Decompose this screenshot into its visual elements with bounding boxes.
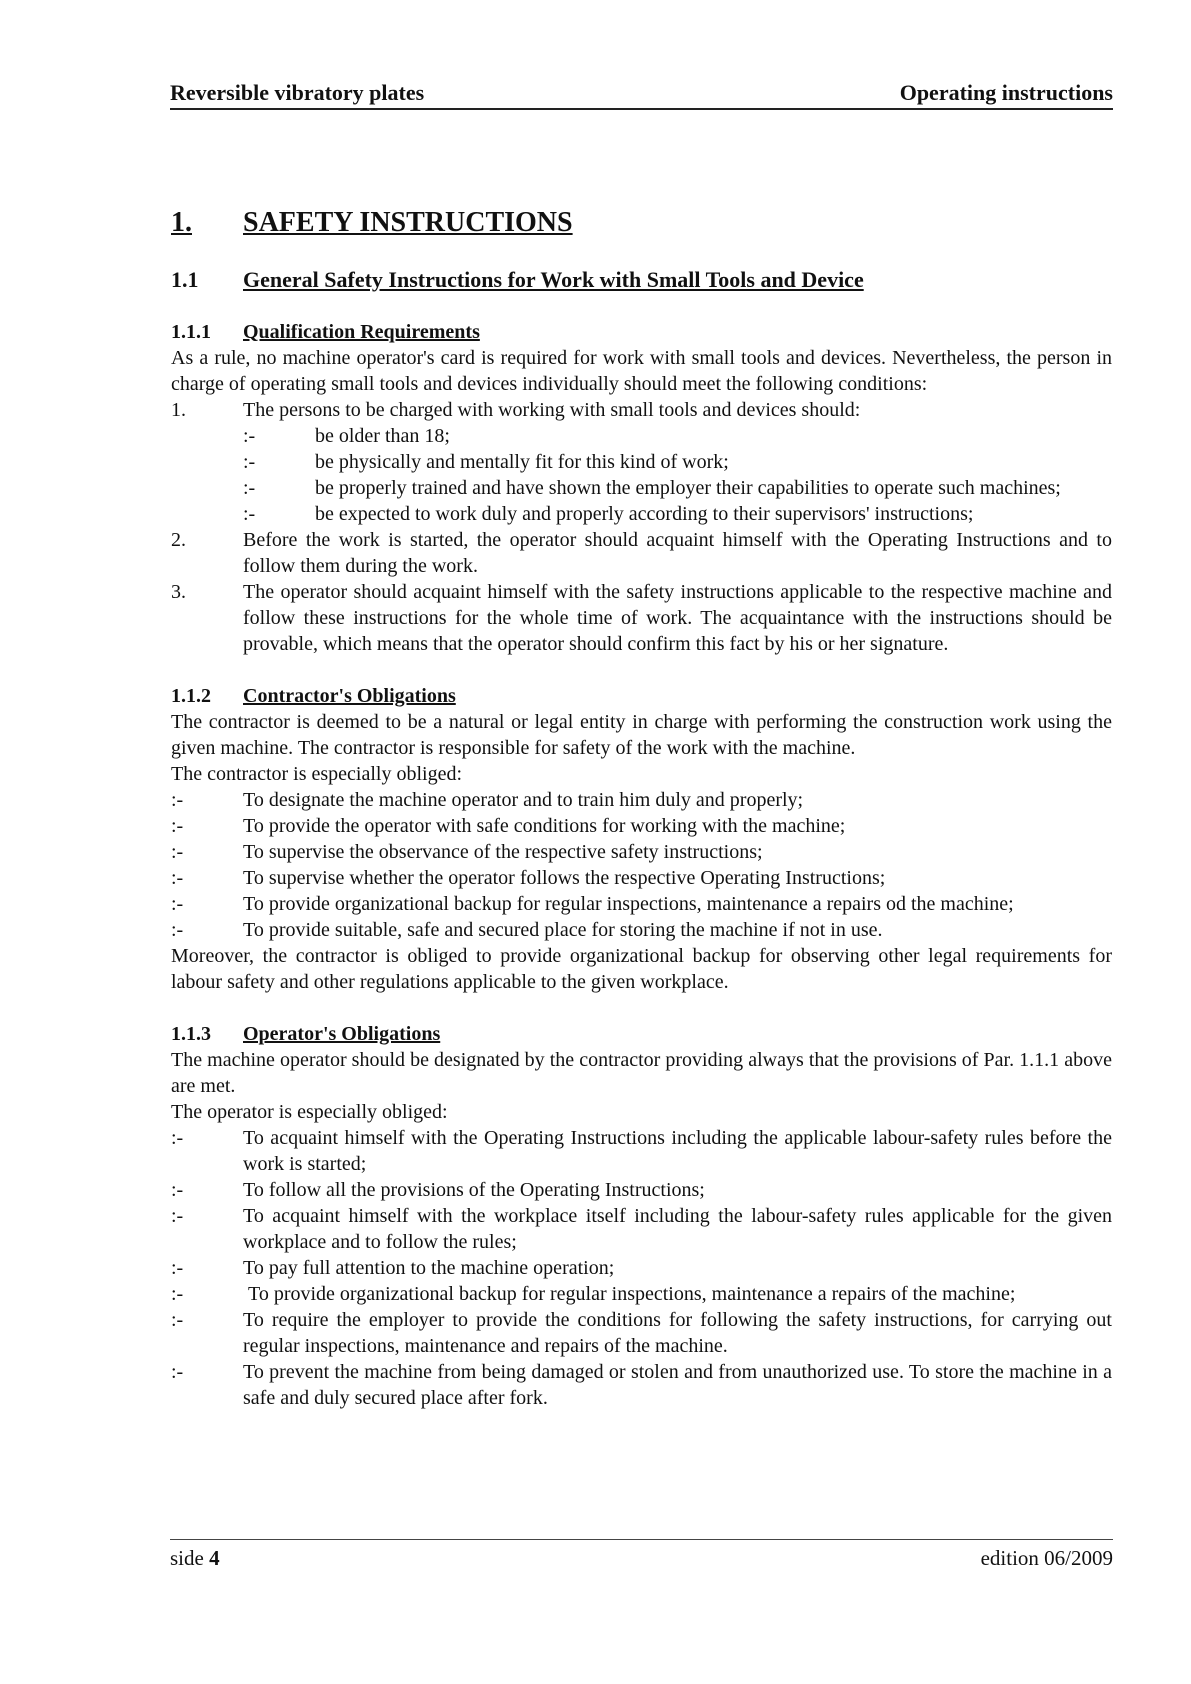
list-item: :- To acquaint himself with the workplace itself including the labour-safety rules applicable for the given workplace and to follow the rules;: [171, 1205, 1112, 1253]
list-item: :- To provide suitable, safe and secured place for storing the machine if not in use.: [171, 919, 883, 941]
subsection-heading: 1.1.1 Qualification Requirements: [171, 321, 480, 343]
subsection-heading: 1.1.2 Contractor's Obligations: [171, 685, 456, 707]
paragraph: The machine operator should be designated by the contractor providing always that the provisions of Par. 1.1.1 above are met.: [171, 1049, 1112, 1097]
chapter-heading: [171, 205, 1112, 241]
paragraph: Moreover, the contractor is obliged to provide organizational backup for observing other legal requirements for labour safety and other regulations applicable to the given workplace.: [171, 945, 1112, 993]
subsection-contractor: [171, 683, 1112, 995]
sub-list-item: :- be expected to work duly and properly according to their supervisors' instructions;: [243, 503, 974, 525]
subsection-heading: 1.1.3 Operator's Obligations: [171, 1023, 441, 1045]
list-item: :- To provide organizational backup for regular inspections, maintenance a repairs of the machine;: [171, 1283, 1016, 1305]
numbered-item: 3. The operator should acquaint himself with the safety instructions applicable to the respective machine and follow these instructions for the whole time of work. The acquaintance with the instructions should be provable, which means that the operator should confirm this fact by his or her signature.: [171, 581, 1112, 655]
list-item: :- To acquaint himself with the Operating Instructions including the applicable labour-safety rules before the work is started;: [171, 1127, 1112, 1175]
sub-list-item: :- be physically and mentally fit for this kind of work;: [243, 451, 729, 473]
paragraph: As a rule, no machine operator's card is required for work with small tools and devices. Nevertheless, the person in charge of operating small tools and devices individually should meet the following conditions:: [171, 347, 1112, 395]
sub-list-item: :- be older than 18;: [243, 425, 450, 447]
paragraph: The contractor is especially obliged:: [171, 763, 463, 785]
sub-list: [171, 423, 1112, 527]
numbered-item: 2. Before the work is started, the operator should acquaint himself with the Operating Instructions and to follow them during the work.: [171, 529, 1112, 577]
edition-label: edition 06/2009: [980, 1546, 1113, 1570]
list-item: :- To follow all the provisions of the Operating Instructions;: [171, 1179, 705, 1201]
list-item: :- To supervise the observance of the respective safety instructions;: [171, 841, 763, 863]
list-item: :- To pay full attention to the machine operation;: [171, 1257, 615, 1279]
sub-list-item: :- be properly trained and have shown the employer their capabilities to operate such machines;: [243, 477, 1061, 499]
page-number: 4: [209, 1546, 220, 1570]
list-item: :- To designate the machine operator and to train him duly and properly;: [171, 789, 804, 811]
header-doc-type: Operating instructions: [899, 80, 1113, 105]
chapter-title: SAFETY INSTRUCTIONS: [243, 207, 573, 238]
page-footer: [170, 1539, 1113, 1571]
list-item: :- To provide organizational backup for regular inspections, maintenance a repairs od the machine;: [171, 893, 1014, 915]
paragraph: The operator is especially obliged:: [171, 1101, 448, 1123]
page-content: [171, 205, 1112, 1437]
list-item: :- To supervise whether the operator follows the respective Operating Instructions;: [171, 867, 886, 889]
section-title: General Safety Instructions for Work with Small Tools and Device: [243, 267, 864, 292]
page-indicator: [170, 1546, 220, 1571]
numbered-item: 1. The persons to be charged with working with small tools and devices should:: [171, 399, 861, 421]
list-item: :- To require the employer to provide the conditions for following the safety instructions, for carrying out regular inspections, maintenance and repairs of the machine.: [171, 1309, 1112, 1357]
subsection-operator: [171, 1021, 1112, 1411]
paragraph: The contractor is deemed to be a natural or legal entity in charge with performing the construction work using the given machine. The contractor is responsible for safety of the work with the machine.: [171, 711, 1112, 759]
list-item: :- To provide the operator with safe conditions for working with the machine;: [171, 815, 846, 837]
section-number: 1.1: [171, 267, 199, 292]
subsection-qualification: [171, 319, 1112, 657]
page-header: [170, 74, 1113, 110]
section-heading: [171, 265, 1112, 295]
side-label: side: [170, 1546, 204, 1570]
chapter-number: 1.: [171, 207, 192, 238]
list-item: :- To prevent the machine from being damaged or stolen and from unauthorized use. To store the machine in a safe and duly secured place after fork.: [171, 1361, 1112, 1409]
header-title: Reversible vibratory plates: [170, 80, 425, 105]
